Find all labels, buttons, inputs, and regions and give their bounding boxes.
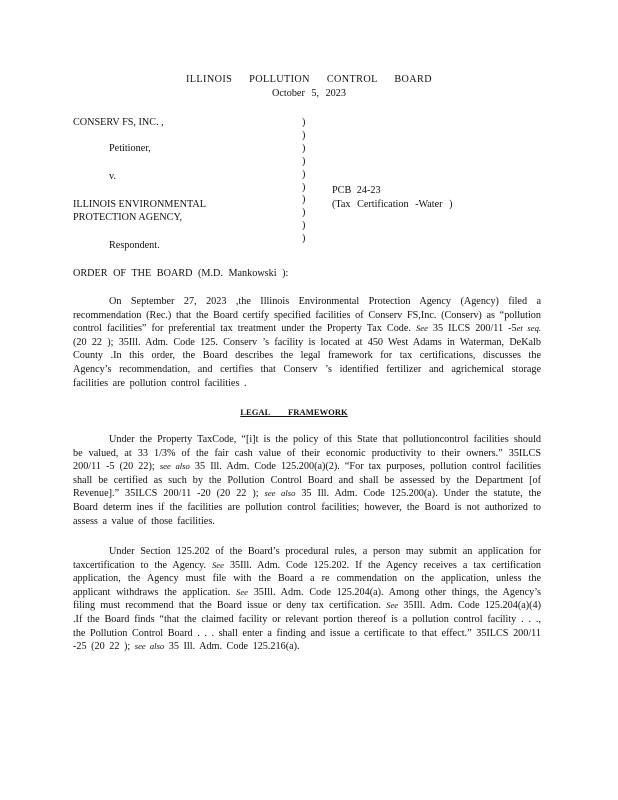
case-number: PCB 24-23 [332,185,381,196]
paragraph-text: 35 Ill. Adm. Code 125.216(a). [168,641,300,653]
paragraph-text: Under Section 125.202 of the Board’s procedural rules, a person may submit an application for taxcertification to the Agency. [73,546,541,571]
paragraph-intro [73,295,541,390]
caption-parentheses [302,117,312,246]
paragraph-text: 35 Ill. Adm. Code 125.200(a). Under the statute, the Board determ ines if the facilities are pollution control facilities; however, the Board is not authorized to assess a value of those facilities. [73,488,542,527]
paragraph-legal-framework [73,433,541,528]
paragraph-text: (20 22 ); 35Ill. Adm. Code 125. Conserv ’s facility is located at 450 West Adams in Waterman, DeKalb County .In this order, the Board describes the legal framework for tax certifications, discusses the Agency’s recommendation, and certifies that Conserv ’s identified fertilizer and agrichemical storage facilities are pollution control facilities . [73,336,541,389]
respondent-name-line1: ILLINOIS ENVIRONMENTAL [73,199,207,210]
respondent-name-line2: PROTECTION AGENCY, [73,212,183,223]
citation-signal: See [415,323,428,334]
paren: ) [302,129,306,141]
paragraph-text: On September 27, 2023 ,the Illinois Environmental Protection Agency (Agency) filed a recommendation (Rec.) that the Board certify specified facilities of Conserv FS,Inc. (Conserv) as “pollution control facilities” for preferential tax treatment under the Property Tax Code. [73,296,541,335]
paragraph-procedural-rules [73,545,541,654]
paren: ) [302,233,306,245]
paren: ) [302,142,306,154]
paren: ) [302,117,306,128]
paragraph-text: 35Ill. Adm. Code 125.202. If the Agency receives a tax certification application, the Agency must file with the Board a re commendation on the application, unless the applicant withdraws the application. [73,559,542,598]
paren: ) [302,181,306,193]
citation-signal: see also [159,461,190,472]
citation-signal: et seq. [516,323,542,334]
paren: ) [302,168,306,180]
section-heading [0,407,618,417]
paren: ) [302,207,306,219]
respondent-role: Respondent. [109,240,160,251]
order-date: October 5, 2023 [272,88,346,99]
paragraph-text: 35Ill. Adm. Code 125.204(a)(4) .If the Board finds “that the claimed facility or relevant portion thereof is a pollution control facility . . ., the Pollution Control Board . . . shall enter a finding and issue a certificate to that effect.” 35ILCS 200/11 -25 (20 22 ); [73,600,542,653]
citation-signal: see also [264,488,296,499]
citation-signal: See [212,559,224,570]
paragraph-text: Under the Property TaxCode, “[i]t is the policy of this State that pollutioncontrol facilities should be valued, at 33 1/3% of the fair cash value of their economic productivity to their owners.” 35ILCS 200/11 -5 (20 22); [73,434,541,473]
petitioner-name: CONSERV FS, INC. , [73,117,164,128]
paren: ) [302,194,306,206]
paragraph-text: 35Ill. Adm. Code 125.204(a). Among other things, the Agency’s filing must recommend that the Board issue or deny tax certification. [73,586,542,612]
citation-signal: See [386,600,399,611]
case-caption [73,117,553,257]
paragraph-text: 35 ILCS 200/11 -5 [432,323,517,335]
board-title: ILLINOIS POLLUTION CONTROL BOARD [186,74,432,85]
order-heading: ORDER OF THE BOARD (M.D. Mankowski ): [73,268,289,279]
petitioner-role: Petitioner, [109,143,151,154]
citation-signal: see also [134,641,165,652]
citation-signal: See [236,586,248,597]
paren: ) [302,155,306,167]
paren: ) [302,220,306,232]
section-heading-text: LEGAL FRAMEWORK [240,407,348,417]
paragraph-text: 35 Ill. Adm. Code 125.200(a)(2). “For tax purposes, pollution control facilities shall be certified as such by the Pollution Control Board and shall be assessed by the Department [of Revenue].” 35ILCS 200/11 -20 (20 22 ); [73,461,542,500]
versus-label: v. [109,171,116,182]
case-type: (Tax Certification -Water ) [332,199,453,210]
